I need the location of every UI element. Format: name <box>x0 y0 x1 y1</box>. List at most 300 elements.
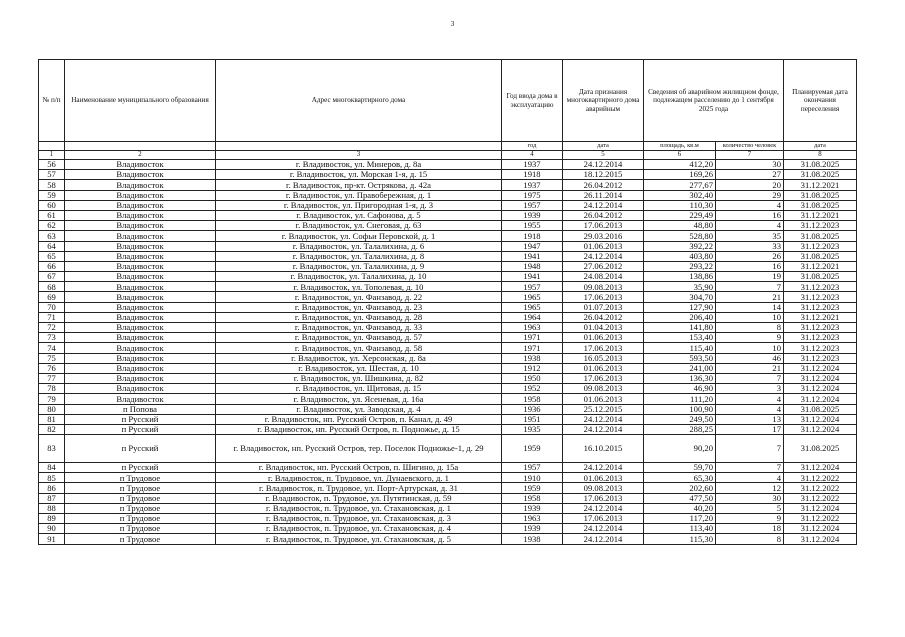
year-cell: 1912 <box>502 363 563 373</box>
municipality-cell: Владивосток <box>65 221 216 231</box>
year-cell: 1938 <box>502 353 563 363</box>
header-planned: Планируемая дата окончания переселения <box>784 60 857 142</box>
year-cell: 1939 <box>502 524 563 534</box>
area-cell: 229,49 <box>644 210 716 220</box>
table-row <box>39 463 857 473</box>
row-number: 90 <box>39 524 65 534</box>
area-cell: 277,67 <box>644 180 716 190</box>
date-cell: 17.06.2013 <box>563 493 644 503</box>
table-row <box>39 180 857 190</box>
date-cell: 16.05.2013 <box>563 353 644 363</box>
year-cell: 1951 <box>502 414 563 424</box>
address-cell: г. Владивосток, ул. Фанзавод, д. 33 <box>216 323 502 333</box>
row-number: 58 <box>39 180 65 190</box>
planned-date-cell: 31.12.2023 <box>784 323 857 333</box>
municipality-cell: Владивосток <box>65 160 216 170</box>
year-cell: 1939 <box>502 210 563 220</box>
year-cell: 1937 <box>502 160 563 170</box>
address-cell: г. Владивосток, ул. Шишкина, д. 82 <box>216 373 502 383</box>
municipality-cell: Владивосток <box>65 190 216 200</box>
year-cell: 1959 <box>502 435 563 463</box>
date-cell: 18.12.2015 <box>563 170 644 180</box>
date-cell: 09.08.2013 <box>563 282 644 292</box>
row-number: 60 <box>39 200 65 210</box>
area-cell: 90,20 <box>644 435 716 463</box>
date-cell: 09.08.2013 <box>563 483 644 493</box>
date-cell: 17.06.2013 <box>563 343 644 353</box>
address-cell: г. Владивосток, ул. Талалихина, д. 10 <box>216 272 502 282</box>
people-cell: 12 <box>716 483 784 493</box>
people-cell: 35 <box>716 231 784 241</box>
area-cell: 117,20 <box>644 514 716 524</box>
row-number: 68 <box>39 282 65 292</box>
row-number: 71 <box>39 312 65 322</box>
subheader-empty-1 <box>39 142 65 151</box>
subheader-planned-date: дата <box>784 142 857 151</box>
year-cell: 1918 <box>502 231 563 241</box>
municipality-cell: п Трудовое <box>65 493 216 503</box>
people-cell: 7 <box>716 282 784 292</box>
header-address: Адрес многоквартирного дома <box>216 60 502 142</box>
date-cell: 17.06.2013 <box>563 292 644 302</box>
date-cell: 17.06.2013 <box>563 373 644 383</box>
area-cell: 141,80 <box>644 323 716 333</box>
municipality-cell: Владивосток <box>65 333 216 343</box>
people-cell: 16 <box>716 210 784 220</box>
table-row <box>39 534 857 544</box>
year-cell: 1957 <box>502 463 563 473</box>
people-cell: 8 <box>716 323 784 333</box>
municipality-cell: Владивосток <box>65 251 216 261</box>
planned-date-cell: 31.12.2023 <box>784 343 857 353</box>
column-number: 7 <box>716 151 784 160</box>
municipality-cell: Владивосток <box>65 210 216 220</box>
address-cell: г. Владивосток, п. Трудовое, ул. Дунаевского, д. 1 <box>216 473 502 483</box>
people-cell: 9 <box>716 514 784 524</box>
year-cell: 1938 <box>502 534 563 544</box>
year-cell: 1957 <box>502 200 563 210</box>
municipality-cell: Владивосток <box>65 241 216 251</box>
address-cell: г. Владивосток, п. Трудовое, ул. Путятинская, д. 59 <box>216 493 502 503</box>
area-cell: 153,40 <box>644 333 716 343</box>
municipality-cell: п Трудовое <box>65 534 216 544</box>
municipality-cell: Владивосток <box>65 261 216 271</box>
municipality-cell: Владивосток <box>65 302 216 312</box>
row-number: 67 <box>39 272 65 282</box>
area-cell: 392,22 <box>644 241 716 251</box>
municipality-cell: п Трудовое <box>65 473 216 483</box>
people-cell: 17 <box>716 424 784 434</box>
people-cell: 20 <box>716 180 784 190</box>
row-number: 80 <box>39 404 65 414</box>
people-cell: 4 <box>716 221 784 231</box>
year-cell: 1941 <box>502 251 563 261</box>
municipality-cell: Владивосток <box>65 282 216 292</box>
area-cell: 412,20 <box>644 160 716 170</box>
date-cell: 24.12.2014 <box>563 463 644 473</box>
people-cell: 10 <box>716 343 784 353</box>
area-cell: 304,70 <box>644 292 716 302</box>
area-cell: 110,30 <box>644 200 716 210</box>
address-cell: г. Владивосток, ул. Фанзавод, д. 58 <box>216 343 502 353</box>
subheader-area: площадь, кв.м <box>644 142 716 151</box>
subheader-empty-2 <box>65 142 216 151</box>
year-cell: 1971 <box>502 333 563 343</box>
row-number: 63 <box>39 231 65 241</box>
row-number: 59 <box>39 190 65 200</box>
column-number: 2 <box>65 151 216 160</box>
area-cell: 138,86 <box>644 272 716 282</box>
date-cell: 01.04.2013 <box>563 323 644 333</box>
table-row <box>39 333 857 343</box>
planned-date-cell: 31.12.2022 <box>784 483 857 493</box>
area-cell: 113,40 <box>644 524 716 534</box>
row-number: 76 <box>39 363 65 373</box>
municipality-cell: Владивосток <box>65 394 216 404</box>
year-cell: 1963 <box>502 323 563 333</box>
subheader-year: год <box>502 142 563 151</box>
address-cell: г. Владивосток, ул. Морская 1-я, д. 15 <box>216 170 502 180</box>
year-cell: 1950 <box>502 373 563 383</box>
planned-date-cell: 31.12.2023 <box>784 302 857 312</box>
address-cell: г. Владивосток, пр-кт. Острякова, д. 42а <box>216 180 502 190</box>
row-number: 66 <box>39 261 65 271</box>
row-number: 88 <box>39 503 65 513</box>
date-cell: 01.06.2013 <box>563 473 644 483</box>
address-cell: г. Владивосток, ул. Талалихина, д. 9 <box>216 261 502 271</box>
subheader-date: дата <box>563 142 644 151</box>
table-row <box>39 514 857 524</box>
date-cell: 16.10.2015 <box>563 435 644 463</box>
address-cell: г. Владивосток, п. Трудовое, ул. Стахановская, д. 5 <box>216 534 502 544</box>
people-cell: 27 <box>716 170 784 180</box>
people-cell: 16 <box>716 261 784 271</box>
people-cell: 19 <box>716 272 784 282</box>
address-cell: г. Владивосток, ул. Софьи Перовской, д. 1 <box>216 231 502 241</box>
column-number: 4 <box>502 151 563 160</box>
year-cell: 1952 <box>502 384 563 394</box>
municipality-cell: Владивосток <box>65 170 216 180</box>
planned-date-cell: 31.08.2025 <box>784 231 857 241</box>
housing-table <box>38 59 857 545</box>
table-row <box>39 473 857 483</box>
planned-date-cell: 31.08.2025 <box>784 160 857 170</box>
address-cell: г. Владивосток, ул. Снеговая, д. 63 <box>216 221 502 231</box>
address-cell: г. Владивосток, ул. Сафонова, д. 5 <box>216 210 502 220</box>
year-cell: 1963 <box>502 514 563 524</box>
table-row <box>39 160 857 170</box>
row-number: 61 <box>39 210 65 220</box>
header-info: Сведения об аварийном жилищном фонде, подлежащем расселению до 1 сентября 2025 года <box>644 60 784 142</box>
date-cell: 24.12.2014 <box>563 160 644 170</box>
planned-date-cell: 31.12.2021 <box>784 261 857 271</box>
people-cell: 4 <box>716 394 784 404</box>
header-date-recognized: Дата признания многоквартирного дома аварийным <box>563 60 644 142</box>
address-cell: г. Владивосток, ул. Херсонская, д. 8а <box>216 353 502 363</box>
people-cell: 9 <box>716 333 784 343</box>
year-cell: 1910 <box>502 473 563 483</box>
year-cell: 1935 <box>502 424 563 434</box>
column-number: 8 <box>784 151 857 160</box>
area-cell: 593,50 <box>644 353 716 363</box>
municipality-cell: п Русский <box>65 463 216 473</box>
people-cell: 30 <box>716 160 784 170</box>
table-row <box>39 221 857 231</box>
area-cell: 477,50 <box>644 493 716 503</box>
planned-date-cell: 31.08.2025 <box>784 272 857 282</box>
municipality-cell: Владивосток <box>65 323 216 333</box>
table-row <box>39 292 857 302</box>
row-number: 65 <box>39 251 65 261</box>
date-cell: 24.12.2014 <box>563 200 644 210</box>
municipality-cell: п Русский <box>65 424 216 434</box>
planned-date-cell: 31.12.2024 <box>784 424 857 434</box>
page-number: 3 <box>450 20 455 28</box>
planned-date-cell: 31.08.2025 <box>784 170 857 180</box>
municipality-cell: Владивосток <box>65 272 216 282</box>
year-cell: 1958 <box>502 493 563 503</box>
municipality-cell: п Попова <box>65 404 216 414</box>
planned-date-cell: 31.12.2022 <box>784 514 857 524</box>
year-cell: 1964 <box>502 312 563 322</box>
people-cell: 21 <box>716 292 784 302</box>
municipality-cell: п Трудовое <box>65 503 216 513</box>
table-row <box>39 312 857 322</box>
address-cell: г. Владивосток, ул. Тополевая, д. 10 <box>216 282 502 292</box>
date-cell: 09.08.2013 <box>563 384 644 394</box>
table-row <box>39 414 857 424</box>
row-number: 91 <box>39 534 65 544</box>
table-row <box>39 261 857 271</box>
municipality-cell: Владивосток <box>65 312 216 322</box>
row-number: 70 <box>39 302 65 312</box>
area-cell: 65,30 <box>644 473 716 483</box>
date-cell: 26.04.2012 <box>563 312 644 322</box>
row-number: 57 <box>39 170 65 180</box>
table-row <box>39 493 857 503</box>
table-row <box>39 170 857 180</box>
people-cell: 29 <box>716 190 784 200</box>
people-cell: 7 <box>716 463 784 473</box>
municipality-cell: п Трудовое <box>65 483 216 493</box>
planned-date-cell: 31.12.2023 <box>784 353 857 363</box>
people-cell: 7 <box>716 373 784 383</box>
planned-date-cell: 31.12.2024 <box>784 384 857 394</box>
header-year: Год ввода дома в эксплуатацию <box>502 60 563 142</box>
area-cell: 40,20 <box>644 503 716 513</box>
area-cell: 48,80 <box>644 221 716 231</box>
table-row <box>39 394 857 404</box>
municipality-cell: Владивосток <box>65 231 216 241</box>
table-row <box>39 282 857 292</box>
address-cell: г. Владивосток, ул. Фанзавод, д. 28 <box>216 312 502 322</box>
municipality-cell: Владивосток <box>65 292 216 302</box>
date-cell: 26.11.2014 <box>563 190 644 200</box>
row-number: 81 <box>39 414 65 424</box>
date-cell: 26.04.2012 <box>563 180 644 190</box>
address-cell: г. Владивосток, ул. Щитовая, д. 15 <box>216 384 502 394</box>
municipality-cell: Владивосток <box>65 200 216 210</box>
planned-date-cell: 31.12.2021 <box>784 312 857 322</box>
address-cell: г. Владивосток, п. Трудовое, ул. Стахановская, д. 3 <box>216 514 502 524</box>
row-number: 74 <box>39 343 65 353</box>
municipality-cell: Владивосток <box>65 353 216 363</box>
area-cell: 115,30 <box>644 534 716 544</box>
planned-date-cell: 31.12.2023 <box>784 292 857 302</box>
municipality-cell: Владивосток <box>65 373 216 383</box>
address-cell: г. Владивосток, п. Трудовое, ул. Стахановская, д. 1 <box>216 503 502 513</box>
date-cell: 01.06.2013 <box>563 333 644 343</box>
table-row <box>39 363 857 373</box>
row-number: 62 <box>39 221 65 231</box>
address-cell: г. Владивосток, ул. Фанзавод, д. 57 <box>216 333 502 343</box>
column-number: 3 <box>216 151 502 160</box>
area-cell: 302,40 <box>644 190 716 200</box>
column-number: 1 <box>39 151 65 160</box>
address-cell: г. Владивосток, ул. Пригородная 1-я, д. 3 <box>216 200 502 210</box>
date-cell: 24.12.2014 <box>563 251 644 261</box>
address-cell: г. Владивосток, ул. Фанзавод, д. 22 <box>216 292 502 302</box>
year-cell: 1936 <box>502 404 563 414</box>
address-cell: г. Владивосток, нп. Русский Остров, п. Канал, д. 49 <box>216 414 502 424</box>
table-row <box>39 251 857 261</box>
planned-date-cell: 31.12.2021 <box>784 180 857 190</box>
planned-date-cell: 31.12.2024 <box>784 534 857 544</box>
table-row <box>39 524 857 534</box>
row-number: 73 <box>39 333 65 343</box>
planned-date-cell: 31.12.2023 <box>784 282 857 292</box>
address-cell: г. Владивосток, нп. Русский Остров, п. Подножье, д. 15 <box>216 424 502 434</box>
column-number: 5 <box>563 151 644 160</box>
year-cell: 1941 <box>502 272 563 282</box>
row-number: 83 <box>39 435 65 463</box>
address-cell: г. Владивосток, ул. Заводская, д. 4 <box>216 404 502 414</box>
address-cell: г. Владивосток, п. Трудовое, ул. Стахановская, д. 4 <box>216 524 502 534</box>
header-num: № п/п <box>39 60 65 142</box>
subheader-empty-3 <box>216 142 502 151</box>
column-number: 6 <box>644 151 716 160</box>
row-number: 79 <box>39 394 65 404</box>
date-cell: 26.04.2012 <box>563 210 644 220</box>
planned-date-cell: 31.12.2023 <box>784 241 857 251</box>
people-cell: 4 <box>716 473 784 483</box>
planned-date-cell: 31.12.2024 <box>784 503 857 513</box>
address-cell: г. Владивосток, ул. Талалихина, д. 6 <box>216 241 502 251</box>
planned-date-cell: 31.12.2022 <box>784 473 857 483</box>
people-cell: 46 <box>716 353 784 363</box>
date-cell: 24.12.2014 <box>563 524 644 534</box>
year-cell: 1955 <box>502 221 563 231</box>
people-cell: 4 <box>716 404 784 414</box>
row-number: 75 <box>39 353 65 363</box>
people-cell: 3 <box>716 384 784 394</box>
planned-date-cell: 31.12.2022 <box>784 493 857 503</box>
row-number: 78 <box>39 384 65 394</box>
subheader-people: количество человек <box>716 142 784 151</box>
header-municipality: Наименование муниципального образования <box>65 60 216 142</box>
people-cell: 13 <box>716 414 784 424</box>
planned-date-cell: 31.12.2024 <box>784 524 857 534</box>
address-cell: г. Владивосток, п. Трудовое, ул. Порт-Артурская, д. 31 <box>216 483 502 493</box>
planned-date-cell: 31.08.2025 <box>784 251 857 261</box>
people-cell: 7 <box>716 435 784 463</box>
address-cell: г. Владивосток, ул. Правобережная, д. 1 <box>216 190 502 200</box>
year-cell: 1939 <box>502 503 563 513</box>
address-cell: г. Владивосток, ул. Фанзавод, д. 23 <box>216 302 502 312</box>
people-cell: 14 <box>716 302 784 312</box>
planned-date-cell: 31.12.2024 <box>784 394 857 404</box>
people-cell: 26 <box>716 251 784 261</box>
planned-date-cell: 31.08.2025 <box>784 404 857 414</box>
row-number: 84 <box>39 463 65 473</box>
area-cell: 136,30 <box>644 373 716 383</box>
address-cell: г. Владивосток, ул. Талалихина, д. 8 <box>216 251 502 261</box>
municipality-cell: Владивосток <box>65 343 216 353</box>
date-cell: 24.12.2014 <box>563 414 644 424</box>
year-cell: 1965 <box>502 292 563 302</box>
table-row <box>39 231 857 241</box>
table-row <box>39 343 857 353</box>
year-cell: 1971 <box>502 343 563 353</box>
year-cell: 1937 <box>502 180 563 190</box>
row-number: 72 <box>39 323 65 333</box>
people-cell: 30 <box>716 493 784 503</box>
municipality-cell: п Русский <box>65 435 216 463</box>
planned-date-cell: 31.08.2025 <box>784 190 857 200</box>
area-cell: 59,70 <box>644 463 716 473</box>
table-row <box>39 424 857 434</box>
row-number: 64 <box>39 241 65 251</box>
municipality-cell: Владивосток <box>65 180 216 190</box>
people-cell: 18 <box>716 524 784 534</box>
table-row <box>39 200 857 210</box>
area-cell: 293,22 <box>644 261 716 271</box>
people-cell: 8 <box>716 534 784 544</box>
table-body <box>39 160 857 545</box>
header-row <box>39 60 857 142</box>
area-cell: 241,00 <box>644 363 716 373</box>
date-cell: 17.06.2013 <box>563 514 644 524</box>
row-number: 69 <box>39 292 65 302</box>
planned-date-cell: 31.12.2023 <box>784 333 857 343</box>
people-cell: 33 <box>716 241 784 251</box>
year-cell: 1975 <box>502 190 563 200</box>
year-cell: 1948 <box>502 261 563 271</box>
area-cell: 403,80 <box>644 251 716 261</box>
table-row <box>39 323 857 333</box>
address-cell: г. Владивосток, нп. Русский Остров, п. Шигино, д. 15а <box>216 463 502 473</box>
municipality-cell: п Трудовое <box>65 524 216 534</box>
area-cell: 100,90 <box>644 404 716 414</box>
year-cell: 1958 <box>502 394 563 404</box>
area-cell: 169,26 <box>644 170 716 180</box>
table-row <box>39 483 857 493</box>
people-cell: 4 <box>716 200 784 210</box>
municipality-cell: п Трудовое <box>65 514 216 524</box>
row-number: 77 <box>39 373 65 383</box>
area-cell: 35,90 <box>644 282 716 292</box>
row-number: 82 <box>39 424 65 434</box>
people-cell: 21 <box>716 363 784 373</box>
area-cell: 115,40 <box>644 343 716 353</box>
people-cell: 5 <box>716 503 784 513</box>
table-row <box>39 272 857 282</box>
date-cell: 01.06.2013 <box>563 394 644 404</box>
address-cell: г. Владивосток, ул. Минеров, д. 8а <box>216 160 502 170</box>
date-cell: 29.03.2016 <box>563 231 644 241</box>
row-number: 89 <box>39 514 65 524</box>
date-cell: 01.06.2013 <box>563 241 644 251</box>
